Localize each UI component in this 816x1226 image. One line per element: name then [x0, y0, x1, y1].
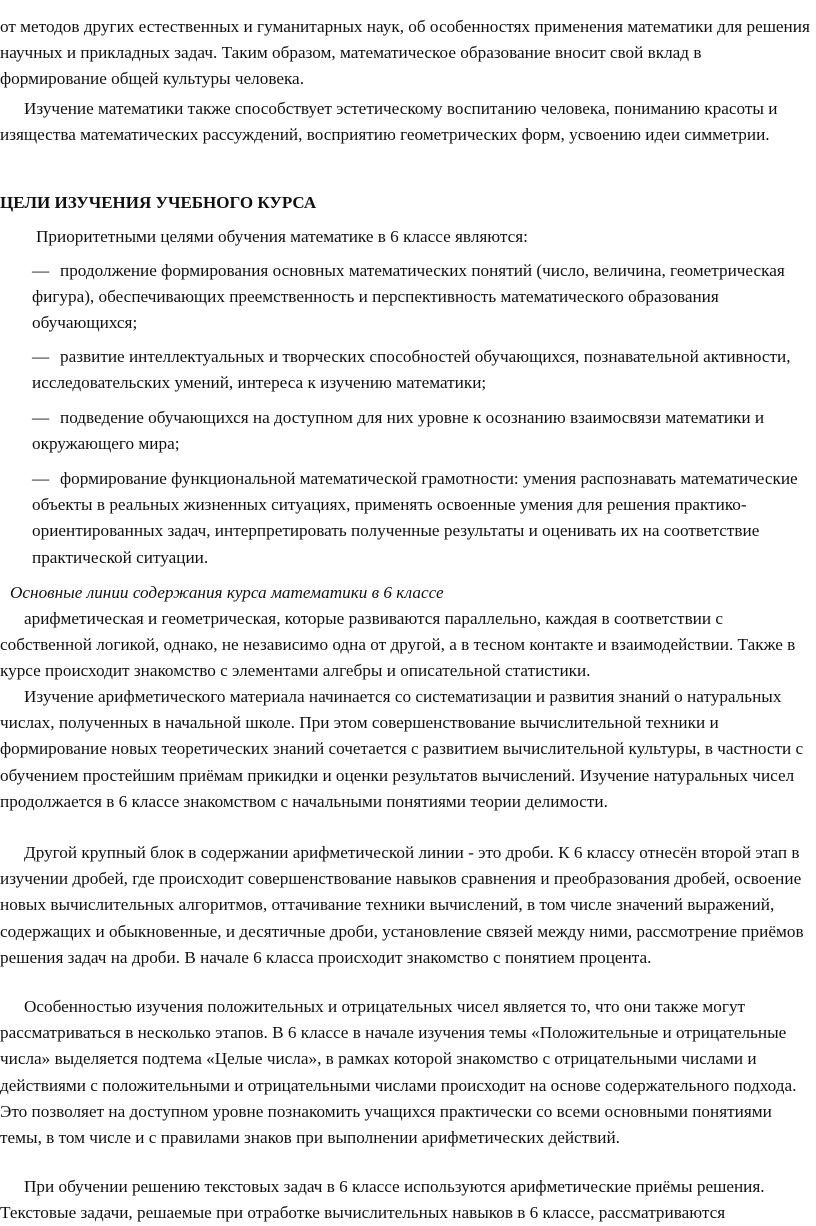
goal-text-1: продолжение формирования основных математических понятий (число, величина, геометрическая фигура), обеспечивающих преемственность и перспективность математического образования обучающихся;	[32, 261, 785, 333]
bullet-dash: —	[32, 261, 50, 280]
bullet-dash: —	[32, 469, 50, 488]
paragraph-signed-numbers: Особенностью изучения положительных и отрицательных чисел является то, что они также могут рассматриваться в несколько этапов. В 6 классе в начале изучения темы «Положительные и отрицательные числа» выделяется подтема «Целые числа», в рамках которой знакомство с отрицательными числами и действиями с положительными и отрицательными числами происходит на основе содержательного подхода. Это позволяет на доступном уровне познакомить учащихся практически со всеми основными понятиями темы, в том числе и с правилами знаков при выполнении арифметических действий.	[0, 997, 797, 1148]
heading-course-goals: ЦЕЛИ ИЗУЧЕНИЯ УЧЕБНОГО КУРСА	[0, 193, 317, 212]
goals-intro: Приоритетными целями обучения математике в 6 классе являются:	[36, 227, 528, 246]
goal-item-1	[32, 258, 812, 337]
goal-item-3	[32, 405, 812, 457]
goal-text-3: подведение обучающихся на доступном для них уровне к осознанию взаимосвязи математики и окружающего мира;	[32, 408, 765, 454]
goal-item-4	[32, 466, 812, 571]
paragraph-fractions: Другой крупный блок в содержании арифметической линии - это дроби. К 6 классу отнесён второй этап в изучении дробей, где происходит совершенствование навыков сравнения и преобразования дробей, освоение новых вычислительных алгоритмов, оттачивание техники вычислений, в том числе значений выражений, содержащих и обыкновенные, и десятичные дроби, установление связей между ними, рассмотрение приёмов решения задач на дроби. В начале 6 класса происходит знакомство с понятием процента.	[0, 843, 804, 967]
bullet-dash: —	[32, 347, 50, 366]
bullet-dash: —	[32, 408, 50, 427]
paragraph-text-tasks: При обучении решению текстовых задач в 6 классе используются арифметические приёмы решения. Текстовые задачи, решаемые при отработке вычислительных навыков в 6 классе, рассматриваются	[0, 1177, 765, 1223]
paragraph-content-lines: арифметическая и геометрическая, которые развиваются параллельно, каждая в соответствии с собственной логикой, однако, не независимо одна от другой, а в тесном контакте и взаимодействии. Также в курсе происходит знакомство с элементами алгебры и описательной статистики.	[0, 609, 796, 681]
goal-text-4: формирование функциональной математической грамотности: умения распознавать математические объекты в реальных жизненных ситуациях, применять освоенные умения для решения практико-ориентированных задач, интерпретировать полученные результаты и оценивать их на соответствие практической ситуации.	[32, 469, 798, 567]
paragraph-arithmetic: Изучение арифметического материала начинается со систематизации и развития знаний о натуральных числах, полученных в начальной школе. При этом совершенствование вычислительной техники и формирование новых теоретических знаний сочетается с развитием вычислительной культуры, в частности с обучением простейшим приёмам прикидки и оценки результатов вычислений. Изучение натуральных чисел продолжается в 6 классе знакомством с начальными понятиями теории делимости.	[0, 687, 804, 811]
paragraph-aesthetic-education: Изучение математики также способствует эстетическому воспитанию человека, пониманию красоты и изящества математических рассуждений, восприятию геометрических форм, усвоению идеи симметрии.	[0, 99, 778, 145]
paragraph-math-education: от методов других естественных и гуманитарных наук, об особенностях применения математики для решения научных и прикладных задач. Таким образом, математическое образование вносит свой вклад в формирование общей культуры человека.	[0, 17, 810, 89]
goal-text-2: развитие интеллектуальных и творческих способностей обучающихся, познавательной активности, исследовательских умений, интереса к изучению математики;	[32, 347, 791, 393]
subheading-content-lines: Основные линии содержания курса математики в 6 классе	[10, 583, 444, 602]
goal-item-2	[32, 344, 812, 396]
